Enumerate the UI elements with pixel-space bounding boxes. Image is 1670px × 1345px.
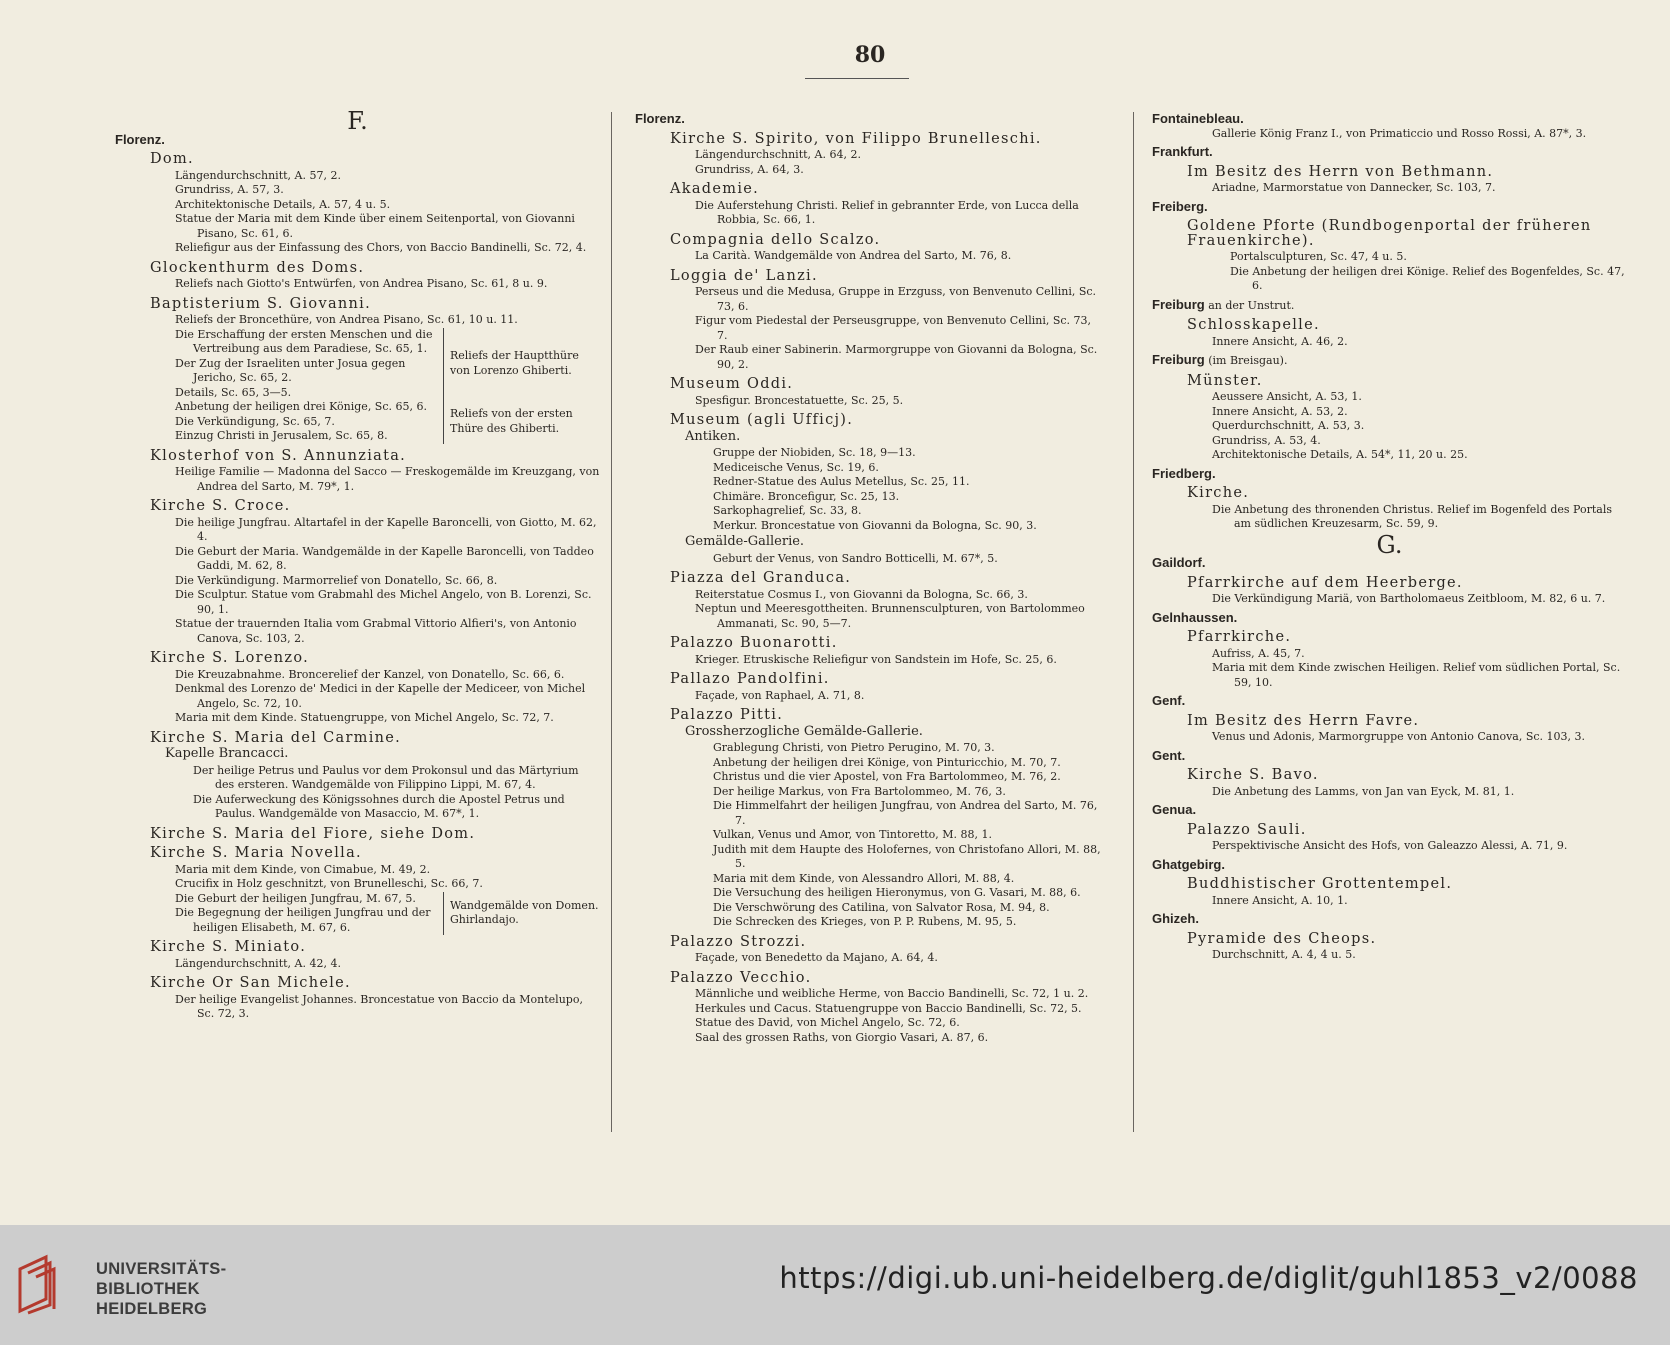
artwork-entry: Aufriss, A. 45, 7. — [1212, 646, 1305, 660]
city-heading — [1152, 694, 1627, 709]
column-right — [1152, 108, 1627, 963]
artwork-entry: Die Verkündigung, Sc. 65, 7. — [175, 414, 335, 428]
artwork-entry: Die Erschaffung der ersten Menschen und die Vertreibung aus dem Paradiese, Sc. 65, 1. — [175, 327, 433, 355]
artwork-entry: Die Sculptur. Statue vom Grabmahl des Michel Angelo, von B. Lorenzi, Sc. 90, 1. — [175, 588, 592, 616]
site-heading: Dom. — [150, 151, 194, 167]
city-name: Gaildorf. — [1152, 555, 1206, 570]
artwork-entry: Die Verkündigung Mariä, von Bartholomaeus Zeitbloom, M. 82, 6 u. 7. — [1212, 592, 1606, 605]
site-heading: Palazzo Strozzi. — [670, 933, 807, 950]
city-heading — [635, 112, 1105, 127]
artwork-entry: Figur vom Piedestal der Perseusgruppe, von Benvenuto Cellini, Sc. 73, 7. — [695, 314, 1092, 342]
site-heading: Museum Oddi. — [670, 376, 794, 392]
city-name: Genf. — [1152, 693, 1186, 708]
city-name: Ghatgebirg. — [1152, 856, 1225, 872]
site-heading: Kirche S. Miniato. — [150, 939, 307, 955]
city-name: Freiburg — [1152, 352, 1205, 367]
site-heading: Schlosskapelle. — [1187, 317, 1320, 333]
artwork-entry: Grundriss, A. 53, 4. — [1212, 433, 1321, 447]
city-name: Ghizeh. — [1152, 911, 1199, 926]
site-heading: Akademie. — [670, 181, 760, 197]
artwork-entry: Der heilige Evangelist Johannes. Broncestatue von Baccio da Montelupo, Sc. 72, 3. — [175, 992, 583, 1020]
artwork-entry: Die Verschwörung des Catilina, von Salvator Rosa, M. 94, 8. — [713, 900, 1050, 914]
site-heading: Kirche Or San Michele. — [150, 975, 351, 991]
artwork-entry: Innere Ansicht, A. 46, 2. — [1212, 334, 1348, 348]
site-heading: Pyramide des Cheops. — [1187, 930, 1377, 947]
city-heading — [1152, 912, 1627, 927]
artwork-entry: Männliche und weibliche Herme, von Baccio Bandinelli, Sc. 72, 1 u. 2. — [695, 987, 1089, 1000]
artwork-entry: Die Begegnung der heiligen Jungfrau und der heiligen Elisabeth, M. 67, 6. — [175, 906, 431, 934]
city-name: Florenz. — [635, 111, 685, 126]
artwork-entry: Innere Ansicht, A. 53, 2. — [1212, 404, 1348, 418]
city-name: Fontainebleau. — [1152, 111, 1244, 126]
artwork-entry: Maria mit dem Kinde, von Alessandro Allori, M. 88, 4. — [713, 871, 1015, 885]
artwork-entry: Die Himmelfahrt der heiligen Jungfrau, von Andrea del Sarto, M. 76, 7. — [713, 799, 1098, 827]
artwork-entry: Heilige Familie — Madonna del Sacco — Freskogemälde im Kreuzgang, von Andrea del Sarto, M. 79*, 1. — [175, 465, 600, 493]
artwork-entry: Grundriss, A. 64, 3. — [695, 162, 804, 176]
site-heading: Kirche. — [1187, 485, 1250, 501]
city-heading — [1152, 749, 1627, 764]
city-name: Genua. — [1152, 802, 1197, 817]
city-heading — [1152, 467, 1627, 482]
artwork-entry: Die Auferstehung Christi. Relief in gebrannter Erde, von Lucca della Robbia, Sc. 66, 1. — [695, 198, 1079, 226]
artwork-entry: Längendurchschnitt, A. 64, 2. — [695, 148, 861, 161]
bracketed-group — [175, 892, 600, 936]
site-heading: Kirche S. Maria del Fiore, siehe Dom. — [150, 825, 476, 842]
artwork-entry: Durchschnitt, A. 4, 4 u. 5. — [1212, 948, 1356, 961]
artwork-entry: Grablegung Christi, von Pietro Perugino, M. 70, 3. — [713, 741, 995, 754]
artwork-entry: Reliefs nach Giotto's Entwürfen, von Andrea Pisano, Sc. 61, 8 u. 9. — [175, 277, 548, 290]
site-heading: Loggia de' Lanzi. — [670, 267, 818, 284]
artwork-entry: Denkmal des Lorenzo de' Medici in der Kapelle der Mediceer, von Michel Angelo, Sc. 72, 10. — [175, 682, 586, 710]
artwork-entry: Längendurchschnitt, A. 42, 4. — [175, 956, 341, 970]
site-heading: Münster. — [1187, 372, 1263, 389]
site-heading: Kirche S. Maria del Carmine. — [150, 729, 402, 746]
city-name: Freiburg — [1152, 296, 1205, 312]
artwork-entry: Die Versuchung des heiligen Hieronymus, von G. Vasari, M. 88, 6. — [713, 886, 1081, 899]
artwork-entry: Einzug Christi in Jerusalem, Sc. 65, 8. — [175, 429, 388, 442]
site-heading: Palazzo Buonarotti. — [670, 635, 838, 651]
footer-bar — [0, 1225, 1670, 1345]
city-heading — [1152, 298, 1627, 314]
artwork-entry: Die Auferweckung des Königssohnes durch die Apostel Petrus und Paulus. Wandgemälde von Masaccio, M. 67*, 1. — [193, 792, 565, 820]
city-heading — [1152, 353, 1627, 369]
artwork-entry: Anbetung der heiligen drei Könige, von Pinturicchio, M. 70, 7. — [713, 755, 1061, 769]
subsite-heading: Gemälde-Gallerie. — [685, 534, 805, 549]
artwork-entry: Längendurchschnitt, A. 57, 2. — [175, 168, 341, 182]
bracket-label: Reliefs der Hauptthüre von Lorenzo Ghiberti. — [450, 349, 579, 377]
city-name: Freiberg. — [1152, 198, 1208, 214]
city-heading — [1152, 611, 1627, 626]
artwork-entry: Grundriss, A. 57, 3. — [175, 183, 284, 196]
artwork-entry: Christus und die vier Apostel, von Fra Bartolommeo, M. 76, 2. — [713, 770, 1061, 783]
bracketed-items — [175, 328, 444, 401]
artwork-entry: Architektonische Details, A. 54*, 11, 20 u. 25. — [1212, 448, 1468, 461]
artwork-entry: Redner-Statue des Aulus Metellus, Sc. 25, 11. — [713, 475, 970, 488]
city-qualifier: an der Unstrut. — [1204, 298, 1295, 312]
site-heading: Palazzo Vecchio. — [670, 969, 812, 986]
site-heading: Kirche S. Bavo. — [1187, 767, 1319, 783]
artwork-entry: Der Raub einer Sabinerin. Marmorgruppe von Giovanni da Bologna, Sc. 90, 2. — [695, 343, 1098, 371]
artwork-entry: Maria mit dem Kinde. Statuengruppe, von Michel Angelo, Sc. 72, 7. — [175, 711, 554, 724]
site-heading: Piazza del Granduca. — [670, 570, 852, 586]
artwork-entry: Die Kreuzabnahme. Broncerelief der Kanzel, von Donatello, Sc. 66, 6. — [175, 667, 565, 681]
site-heading: Buddhistischer Grottentempel. — [1187, 876, 1453, 892]
bracketed-items — [175, 892, 444, 936]
artwork-entry: Gruppe der Niobiden, Sc. 18, 9—13. — [713, 446, 916, 459]
artwork-entry: Die Anbetung des Lamms, von Jan van Eyck, M. 81, 1. — [1212, 784, 1515, 798]
artwork-entry: Perspektivische Ansicht des Hofs, von Galeazzo Alessi, A. 71, 9. — [1212, 839, 1568, 852]
site-heading: Palazzo Sauli. — [1187, 821, 1307, 838]
city-name: Florenz. — [115, 131, 165, 147]
column-divider-left — [611, 112, 612, 1132]
bracketed-group — [175, 400, 600, 444]
artwork-entry: Crucifix in Holz geschnitzt, von Brunelleschi, Sc. 66, 7. — [175, 877, 483, 890]
artwork-entry: Portalsculpturen, Sc. 47, 4 u. 5. — [1230, 250, 1407, 263]
city-heading — [1152, 858, 1627, 873]
section-letter: F. — [347, 107, 368, 135]
artwork-entry: Reiterstatue Cosmus I., von Giovanni da Bologna, Sc. 66, 3. — [695, 587, 1028, 601]
artwork-entry: La Carità. Wandgemälde von Andrea del Sarto, M. 76, 8. — [695, 249, 1012, 262]
artwork-entry: Der heilige Petrus und Paulus vor dem Prokonsul und das Märtyrium des ersteren. Wandgemälde von Filippino Lippi, M. 67, 4. — [193, 763, 579, 791]
site-heading: Palazzo Pitti. — [670, 707, 784, 723]
artwork-entry: Der Zug der Israeliten unter Josua gegen Jericho, Sc. 65, 2. — [175, 356, 406, 384]
artwork-entry: Statue der trauernden Italia vom Grabmal Vittorio Alfieri's, von Antonio Canova, Sc. 103, 2. — [175, 617, 577, 645]
artwork-entry: Mediceische Venus, Sc. 19, 6. — [713, 460, 879, 474]
city-heading — [1152, 803, 1627, 818]
site-heading: Im Besitz des Herrn Favre. — [1187, 712, 1420, 729]
artwork-entry: Reliefs der Broncethüre, von Andrea Pisano, Sc. 61, 10 u. 11. — [175, 313, 518, 326]
artwork-entry: Herkules und Cacus. Statuengruppe von Baccio Bandinelli, Sc. 72, 5. — [695, 1001, 1082, 1015]
artwork-entry: Die Verkündigung. Marmorrelief von Donatello, Sc. 66, 8. — [175, 573, 498, 587]
artwork-entry: Maria mit dem Kinde, von Cimabue, M. 49, 2. — [175, 862, 431, 876]
artwork-entry: Saal des grossen Raths, von Giorgio Vasari, A. 87, 6. — [695, 1030, 989, 1044]
site-heading: Kirche S. Croce. — [150, 498, 291, 514]
site-heading: Pallazo Pandolfini. — [670, 671, 830, 687]
city-heading — [1152, 200, 1627, 215]
site-heading: Kirche S. Spirito, von Filippo Brunelleschi. — [670, 130, 1042, 147]
artwork-entry: Die Schrecken des Krieges, von P. P. Rubens, M. 95, 5. — [713, 915, 1017, 928]
artwork-entry: Sarkophagrelief, Sc. 33, 8. — [713, 504, 862, 517]
column-divider-right — [1133, 112, 1134, 1132]
artwork-entry: Ariadne, Marmorstatue von Dannecker, Sc. 103, 7. — [1212, 181, 1496, 194]
artwork-entry: Judith mit dem Haupte des Holofernes, von Christofano Allori, M. 88, 5. — [713, 842, 1101, 870]
artwork-entry: Statue des David, von Michel Angelo, Sc. 72, 6. — [695, 1016, 960, 1029]
section-letter: G. — [1376, 530, 1403, 559]
subsite-heading: Grossherzogliche Gemälde-Gallerie. — [685, 723, 923, 739]
artwork-entry: Perseus und die Medusa, Gruppe in Erzguss, von Benvenuto Cellini, Sc. 73, 6. — [695, 285, 1097, 313]
bracketed-group — [175, 328, 600, 401]
library-name: UNIVERSITÄTS- BIBLIOTHEK HEIDELBERG — [96, 1260, 227, 1318]
artwork-entry: Vulkan, Venus und Amor, von Tintoretto, M. 88, 1. — [713, 828, 993, 841]
column-left — [115, 108, 600, 1022]
library-logo-icon — [16, 1253, 82, 1315]
artwork-entry: Die Geburt der Maria. Wandgemälde in der Kapelle Baroncelli, von Taddeo Gaddi, M. 62, 8. — [175, 544, 594, 572]
site-heading: Baptisterium S. Giovanni. — [150, 295, 372, 312]
artwork-entry: Die Anbetung der heiligen drei Könige. Relief des Bogenfeldes, Sc. 47, 6. — [1230, 264, 1625, 292]
site-heading: Glockenthurm des Doms. — [150, 259, 365, 276]
artwork-entry: Merkur. Broncestatue von Giovanni da Bologna, Sc. 90, 3. — [713, 518, 1037, 532]
artwork-entry: Reliefigur aus der Einfassung des Chors, von Baccio Bandinelli, Sc. 72, 4. — [175, 241, 587, 254]
bracketed-items — [175, 400, 444, 444]
artwork-entry: Geburt der Venus, von Sandro Botticelli, M. 67*, 5. — [713, 551, 998, 565]
site-heading: Pfarrkirche auf dem Heerberge. — [1187, 574, 1463, 591]
subsite-heading: Antiken. — [685, 428, 741, 444]
site-heading: Museum (agli Ufficj). — [670, 412, 854, 428]
artwork-entry: Gallerie König Franz I., von Primaticcio und Rosso Rossi, A. 87*, 3. — [1212, 126, 1587, 140]
city-name: Frankfurt. — [1152, 144, 1213, 159]
artwork-entry: Venus und Adonis, Marmorgruppe von Antonio Canova, Sc. 103, 3. — [1212, 730, 1586, 743]
page-number: 80 — [854, 42, 886, 68]
column-middle — [635, 108, 1105, 1045]
page-number-rule — [805, 78, 909, 79]
city-name: Gelnhaussen. — [1152, 609, 1238, 625]
site-heading: Pfarrkirche. — [1187, 629, 1292, 645]
site-heading: Compagnia dello Scalzo. — [670, 231, 881, 248]
artwork-entry: Die Geburt der heiligen Jungfrau, M. 67, 5. — [175, 891, 416, 905]
artwork-entry: Maria mit dem Kinde zwischen Heiligen. Relief vom südlichen Portal, Sc. 59, 10. — [1212, 661, 1621, 689]
artwork-entry: Der heilige Markus, von Fra Bartolommeo, M. 76, 3. — [713, 784, 1006, 798]
artwork-entry: Neptun und Meeresgottheiten. Brunnensculpturen, von Bartolommeo Ammanati, Sc. 90, 5—7. — [695, 602, 1085, 630]
artwork-entry: Architektonische Details, A. 57, 4 u. 5. — [175, 197, 391, 211]
artwork-entry: Details, Sc. 65, 3—5. — [175, 385, 292, 399]
site-heading: Klosterhof von S. Annunziata. — [150, 447, 407, 464]
artwork-entry: Façade, von Benedetto da Majano, A. 64, 4. — [695, 951, 938, 964]
artwork-entry: Chimäre. Broncefigur, Sc. 25, 13. — [713, 489, 900, 503]
artwork-entry: Krieger. Etruskische Reliefigur von Sandstein im Hofe, Sc. 25, 6. — [695, 652, 1057, 666]
subsite-heading: Kapelle Brancacci. — [165, 746, 289, 761]
artwork-entry: Anbetung der heiligen drei Könige, Sc. 65, 6. — [175, 400, 427, 413]
source-url[interactable]: https://digi.ub.uni-heidelberg.de/diglit/guhl1853_v2/0088 — [779, 1261, 1638, 1295]
city-name: Gent. — [1152, 747, 1186, 763]
city-qualifier: (im Breisgau). — [1204, 354, 1288, 367]
city-heading — [1152, 145, 1627, 160]
city-name: Friedberg. — [1152, 465, 1216, 481]
artwork-entry: Façade, von Raphael, A. 71, 8. — [695, 688, 865, 702]
bracket-label: Reliefs von der ersten Thüre des Ghiberti. — [450, 407, 573, 435]
artwork-entry: Spesfigur. Broncestatuette, Sc. 25, 5. — [695, 393, 904, 407]
artwork-entry: Die Anbetung des thronenden Christus. Relief im Bogenfeld des Portals am südlichen Kreuzesarm, Sc. 59, 9. — [1212, 502, 1613, 530]
bracket-label: Wandgemälde von Domen. Ghirlandajo. — [450, 898, 599, 927]
artwork-entry: Innere Ansicht, A. 10, 1. — [1212, 893, 1348, 907]
site-heading: Kirche S. Lorenzo. — [150, 650, 310, 666]
artwork-entry: Querdurchschnitt, A. 53, 3. — [1212, 419, 1365, 432]
site-heading: Goldene Pforte (Rundbogenportal der früheren Frauenkirche). — [1187, 218, 1592, 249]
site-heading: Im Besitz des Herrn von Bethmann. — [1187, 163, 1494, 180]
artwork-entry: Die heilige Jungfrau. Altartafel in der Kapelle Baroncelli, von Giotto, M. 62, 4. — [175, 515, 597, 543]
site-heading: Kirche S. Maria Novella. — [150, 845, 362, 861]
artwork-entry: Statue der Maria mit dem Kinde über einem Seitenportal, von Giovanni Pisano, Sc. 61, 6. — [175, 212, 575, 240]
city-heading — [1152, 112, 1627, 127]
artwork-entry: Aeussere Ansicht, A. 53, 1. — [1212, 390, 1362, 403]
